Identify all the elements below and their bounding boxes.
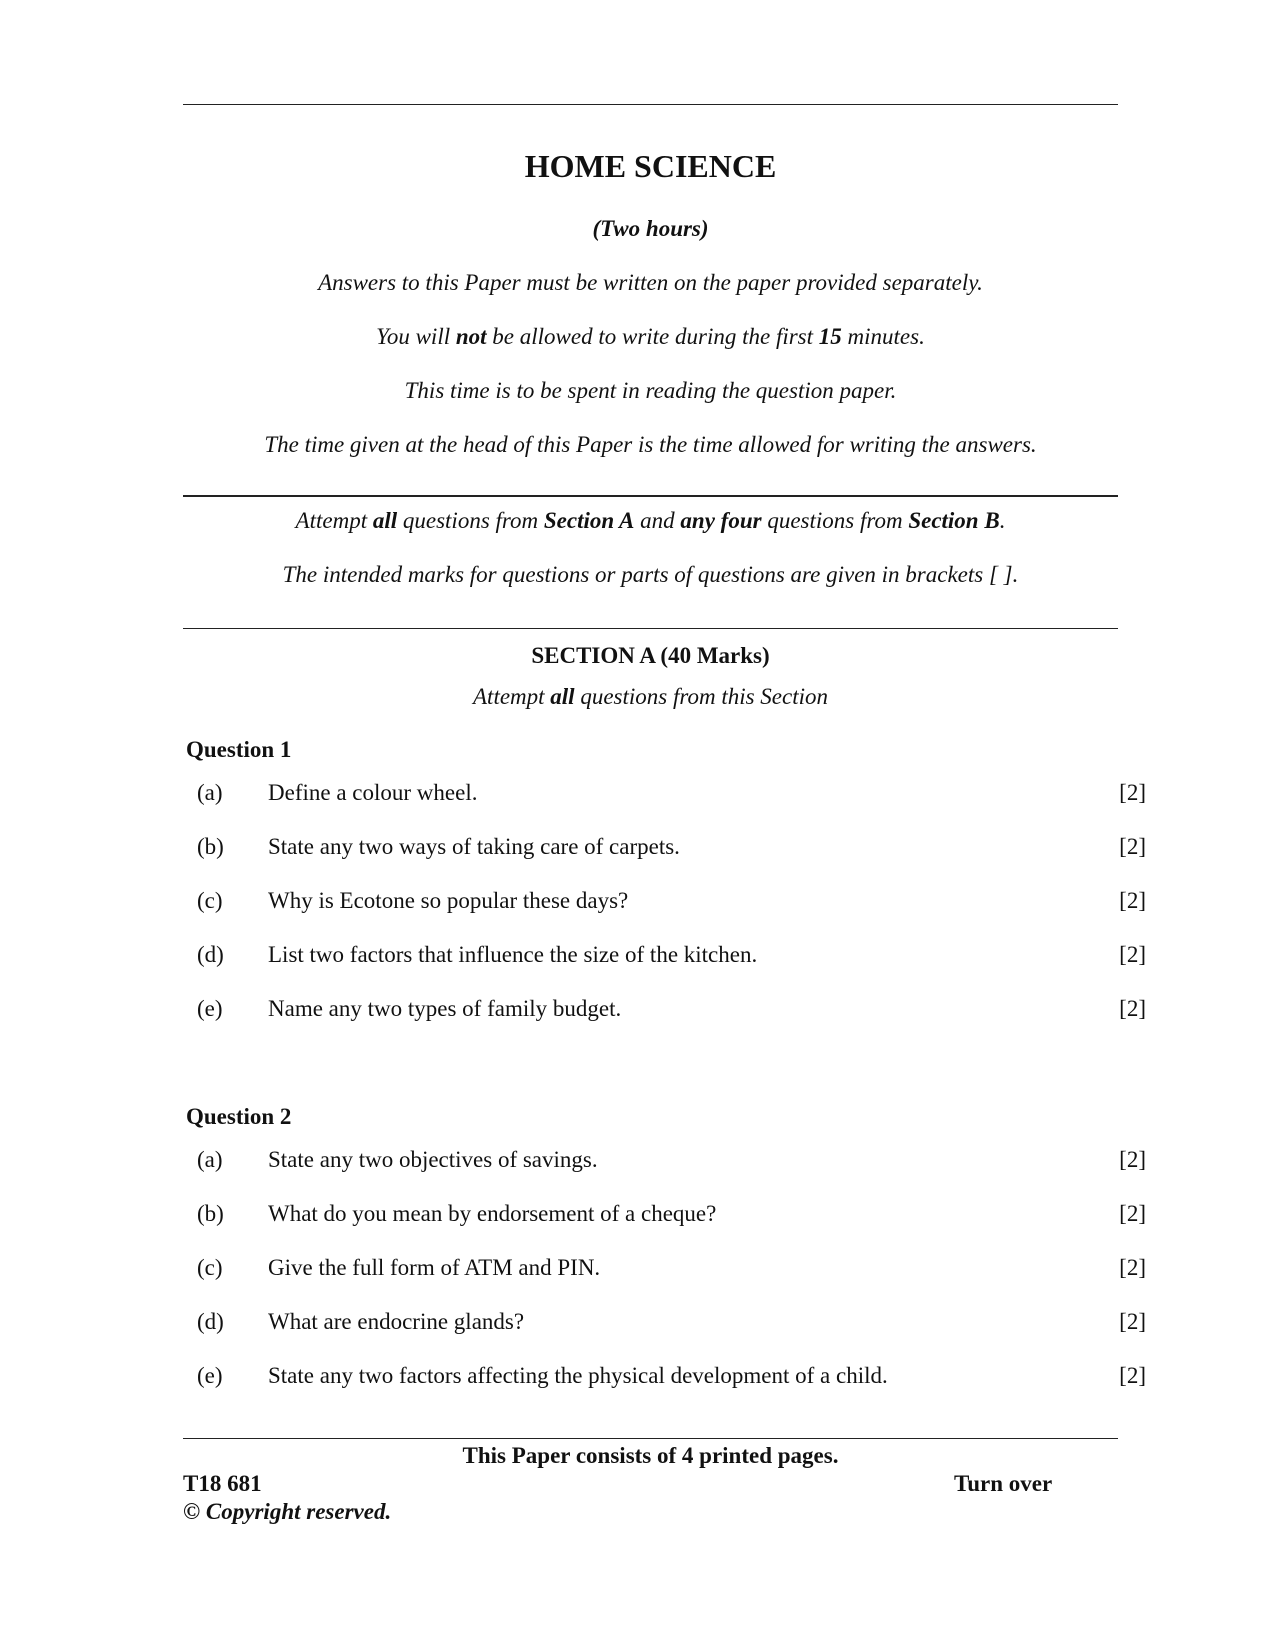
part-text: Give the full form of ATM and PIN. — [268, 1255, 601, 1280]
pages-note: This Paper consists of 4 printed pages. — [462, 1443, 839, 1468]
section-a-subtitle: Attempt all questions from this Section — [473, 684, 828, 709]
part-label: (d) — [197, 942, 224, 967]
part-label: (a) — [197, 1147, 223, 1172]
question-part — [186, 780, 1146, 810]
question-1-heading: Question 1 — [186, 737, 292, 762]
part-marks: [2] — [1119, 996, 1146, 1021]
part-text: What do you mean by endorsement of a cheque? — [268, 1201, 717, 1226]
part-text: What are endocrine glands? — [268, 1309, 525, 1334]
part-text: Name any two types of family budget. — [268, 996, 622, 1021]
footer-rule — [183, 1438, 1118, 1439]
part-text: List two factors that influence the size of the kitchen. — [268, 942, 758, 967]
section-a-title: SECTION A (40 Marks) — [531, 643, 770, 668]
part-label: (e) — [197, 996, 223, 1021]
instruction-reading-time: You will not be allowed to write during the first 15 minutes. — [376, 324, 925, 349]
question-2-heading: Question 2 — [186, 1104, 292, 1129]
part-text: Define a colour wheel. — [268, 780, 478, 805]
section-rule — [183, 628, 1118, 629]
part-label: (c) — [197, 1255, 223, 1280]
duration: (Two hours) — [592, 216, 709, 241]
part-label: (b) — [197, 1201, 224, 1226]
instruction-time-allowed: The time given at the head of this Paper is the time allowed for writing the answers. — [264, 432, 1037, 457]
marks-note: The intended marks for questions or parts of questions are given in brackets [ ]. — [282, 562, 1019, 587]
question-part — [186, 1309, 1146, 1339]
instructions-rule — [183, 495, 1118, 497]
part-text: State any two ways of taking care of carpets. — [268, 834, 680, 859]
question-part — [186, 1201, 1146, 1231]
top-rule — [183, 104, 1118, 105]
attempt-instruction: Attempt all questions from Section A and any four questions from Section B. — [295, 508, 1006, 533]
part-label: (e) — [197, 1363, 223, 1388]
part-marks: [2] — [1119, 1255, 1146, 1280]
instruction-answers: Answers to this Paper must be written on the paper provided separately. — [318, 270, 983, 295]
question-part — [186, 1255, 1146, 1285]
part-marks: [2] — [1119, 834, 1146, 859]
part-label: (c) — [197, 888, 223, 913]
part-text: State any two factors affecting the physical development of a child. — [268, 1363, 888, 1388]
part-marks: [2] — [1119, 942, 1146, 967]
question-part — [186, 942, 1146, 972]
part-marks: [2] — [1119, 1363, 1146, 1388]
question-part — [186, 834, 1146, 864]
part-text: State any two objectives of savings. — [268, 1147, 598, 1172]
question-part — [186, 1363, 1146, 1393]
page-title: HOME SCIENCE — [524, 148, 777, 184]
question-part — [186, 996, 1146, 1026]
part-label: (d) — [197, 1309, 224, 1334]
copyright: © Copyright reserved. — [183, 1499, 392, 1524]
question-part — [186, 1147, 1146, 1177]
turn-over: Turn over — [954, 1471, 1053, 1496]
part-marks: [2] — [1119, 1147, 1146, 1172]
paper-code: T18 681 — [183, 1471, 262, 1496]
part-marks: [2] — [1119, 888, 1146, 913]
part-label: (b) — [197, 834, 224, 859]
part-marks: [2] — [1119, 780, 1146, 805]
part-marks: [2] — [1119, 1309, 1146, 1334]
part-marks: [2] — [1119, 1201, 1146, 1226]
instruction-reading: This time is to be spent in reading the question paper. — [404, 378, 897, 403]
part-text: Why is Ecotone so popular these days? — [268, 888, 629, 913]
part-label: (a) — [197, 780, 223, 805]
question-part — [186, 888, 1146, 918]
